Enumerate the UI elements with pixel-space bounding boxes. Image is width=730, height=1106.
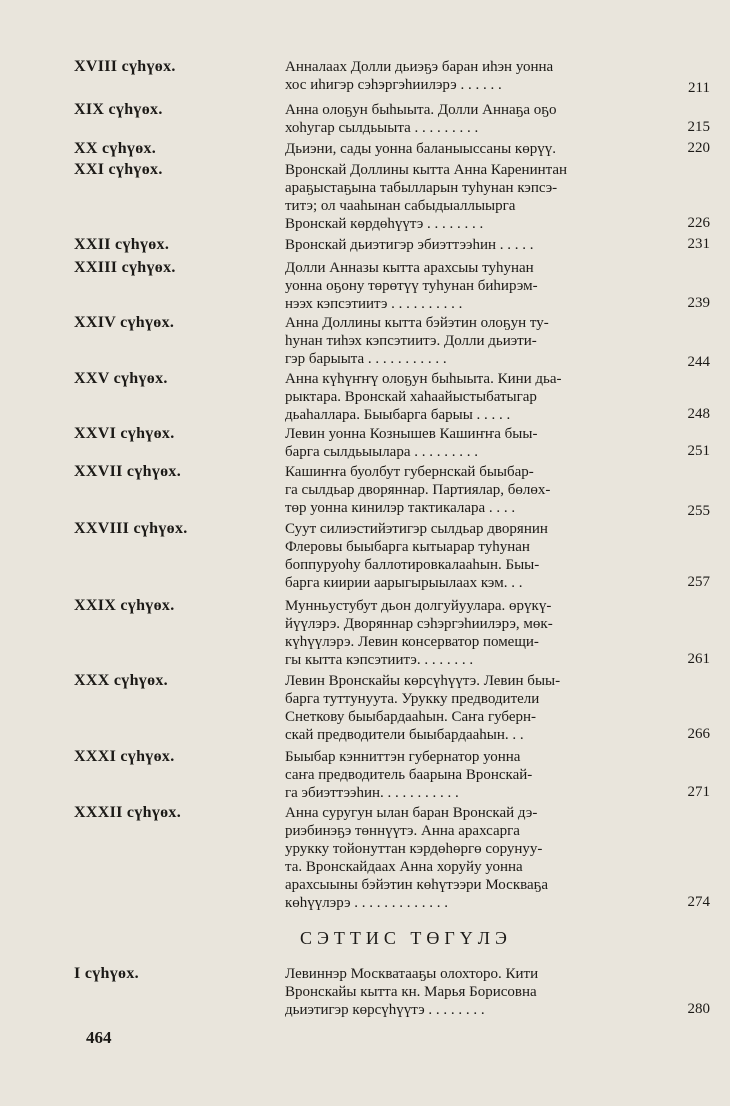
chapter-label: XXII сүһүөх. bbox=[74, 236, 170, 253]
summary-line: гэр барыыта . . . . . . . . . . . bbox=[285, 351, 447, 367]
chapter-label: XXVII сүһүөх. bbox=[74, 463, 182, 480]
summary-line: күһүүлэрэ. Левин консерватор помещи- bbox=[285, 634, 539, 650]
summary-line: Анна күһүҥҥү олоҕун быһыыта. Кини дьа- bbox=[285, 371, 562, 387]
summary-line: барга туттунуута. Урукку предводители bbox=[285, 691, 540, 707]
chapter-summary bbox=[285, 597, 657, 669]
summary-line: араҕыстаҕына табылларын туһунан кэпсэ- bbox=[285, 180, 558, 196]
page-number: 274 bbox=[687, 894, 710, 910]
summary-line: урукку тойонуттан кэрдөһөргө сорунуу- bbox=[285, 841, 543, 857]
summary-line: төр уонна кинилэр тактикалара . . . . bbox=[285, 500, 516, 516]
chapter-label: XXV сүһүөх. bbox=[74, 370, 168, 387]
page-number: 257 bbox=[687, 574, 710, 590]
chapter-summary bbox=[285, 672, 657, 744]
chapter-summary bbox=[285, 965, 657, 1019]
chapter-label: XXI сүһүөх. bbox=[74, 161, 163, 178]
page-number: 280 bbox=[687, 1001, 710, 1017]
chapter-label: XXXI сүһүөх. bbox=[74, 748, 175, 765]
summary-line: көһүүлэрэ . . . . . . . . . . . . . bbox=[285, 895, 449, 911]
summary-line: Левиннэр Москватааҕы олохторо. Кити bbox=[285, 966, 539, 982]
summary-line: боппуруоһу баллотировкалааһын. Быы- bbox=[285, 557, 540, 573]
summary-line: га эбиэттээһин. . . . . . . . . . . bbox=[285, 785, 459, 801]
chapter-summary bbox=[285, 161, 657, 233]
summary-line: рыктара. Вронскай хаһаайыстыбатыгар bbox=[285, 389, 537, 405]
chapter-label: XXIX сүһүөх. bbox=[74, 597, 175, 614]
summary-line: Суут силиэстийэтигэр сылдьар дворянин bbox=[285, 521, 548, 537]
summary-line: барга сылдьыылара . . . . . . . . . bbox=[285, 444, 479, 460]
chapter-summary bbox=[285, 804, 657, 912]
page-number: 215 bbox=[687, 119, 710, 135]
summary-line: саҥа предводитель баарына Вронскай- bbox=[285, 767, 533, 783]
page-number: 251 bbox=[687, 443, 710, 459]
summary-line: нээх кэпсэтиитэ . . . . . . . . . . bbox=[285, 296, 463, 312]
summary-line: Левин уонна Кознышев Кашиҥҥа быы- bbox=[285, 426, 538, 442]
chapter-summary bbox=[285, 236, 657, 254]
chapter-label: XXIV сүһүөх. bbox=[74, 314, 175, 331]
summary-line: Вронскай көрдөһүүтэ . . . . . . . . bbox=[285, 216, 484, 232]
summary-line: гы кытта кэпсэтиитэ. . . . . . . . bbox=[285, 652, 474, 668]
summary-line: хоһугар сылдьыыта . . . . . . . . . bbox=[285, 120, 479, 136]
summary-line: Вронскай Доллины кытта Анна Каренинтан bbox=[285, 162, 568, 178]
summary-line: та. Вронскайдаах Анна хоруйу уонна bbox=[285, 859, 523, 875]
chapter-label: I сүһүөх. bbox=[74, 965, 139, 982]
summary-line: барга киирии аарыгырыылаах кэм. . . bbox=[285, 575, 523, 591]
summary-line: Анна олоҕун быһыыта. Долли Аннаҕа оҕо bbox=[285, 102, 557, 118]
summary-line: риэбинэҕэ төннүүтэ. Анна арахсарга bbox=[285, 823, 520, 839]
summary-line: Флеровы быыбарга кытыарар туһунан bbox=[285, 539, 530, 555]
summary-line: Левин Вронскайы көрсүһүүтэ. Левин быы- bbox=[285, 673, 561, 689]
summary-line: титэ; ол чааһынан сабыдыаллыырга bbox=[285, 198, 516, 214]
summary-line: һунан тиһэх кэпсэтиитэ. Долли дьиэти- bbox=[285, 333, 537, 349]
chapter-summary bbox=[285, 425, 657, 461]
chapter-label: XXVIII сүһүөх. bbox=[74, 520, 188, 537]
chapter-summary bbox=[285, 520, 657, 592]
summary-line: Мунньустубут дьон долгуйуулара. өрүкү- bbox=[285, 598, 552, 614]
chapter-label: XXIII сүһүөх. bbox=[74, 259, 176, 276]
page-number: 261 bbox=[687, 651, 710, 667]
chapter-label: XXXII сүһүөх. bbox=[74, 804, 182, 821]
chapter-summary bbox=[285, 314, 657, 368]
summary-line: Анналаах Долли дьиэҕэ баран иһэн уонна bbox=[285, 59, 554, 75]
page-folio: 464 bbox=[86, 1028, 112, 1047]
page-number: 226 bbox=[687, 215, 710, 231]
page-number: 211 bbox=[688, 80, 710, 96]
summary-line: арахсыыны бэйэтин көһүтээри Москваҕа bbox=[285, 877, 549, 893]
chapter-label: XVIII сүһүөх. bbox=[74, 58, 176, 75]
summary-line: дьиэтигэр көрсүһүүтэ . . . . . . . . bbox=[285, 1002, 485, 1018]
chapter-label: XX сүһүөх. bbox=[74, 140, 157, 157]
chapter-summary bbox=[285, 463, 657, 517]
chapter-summary bbox=[285, 101, 657, 137]
summary-line: га сылдьар дворяннар. Партиялар, бөлөх- bbox=[285, 482, 551, 498]
summary-line: скай предводители быыбардааһын. . . bbox=[285, 727, 524, 743]
page-number: 248 bbox=[687, 406, 710, 422]
page-number: 244 bbox=[687, 354, 710, 370]
summary-line: Анна Доллины кытта бэйэтин олоҕун ту- bbox=[285, 315, 549, 331]
page-number: 220 bbox=[687, 140, 710, 156]
summary-line: Вронскайы кытта кн. Марья Борисовна bbox=[285, 984, 537, 1000]
chapter-summary bbox=[285, 58, 657, 94]
summary-line: Долли Анназы кытта арахсыы туһунан bbox=[285, 260, 534, 276]
chapter-label: XIX сүһүөх. bbox=[74, 101, 163, 118]
page-number: 231 bbox=[687, 236, 710, 252]
chapter-summary bbox=[285, 370, 657, 424]
chapter-summary bbox=[285, 259, 657, 313]
page-number: 271 bbox=[687, 784, 710, 800]
summary-line: дьаһаллара. Быыбарга барыы . . . . . bbox=[285, 407, 511, 423]
chapter-label: XXVI сүһүөх. bbox=[74, 425, 175, 442]
chapter-summary bbox=[285, 140, 657, 158]
page-number: 239 bbox=[687, 295, 710, 311]
page-number: 266 bbox=[687, 726, 710, 742]
summary-line: Анна суругун ылан баран Вронскай дэ- bbox=[285, 805, 538, 821]
summary-line: Кашиҥҥа буолбут губернскай быыбар- bbox=[285, 464, 534, 480]
summary-line: Дьиэни, сады уонна баланыыссаны көрүү. bbox=[285, 141, 556, 157]
chapter-label: XXX сүһүөх. bbox=[74, 672, 168, 689]
summary-line: хос иһигэр сэһэргэһиилэрэ . . . . . . bbox=[285, 77, 502, 93]
summary-line: Вронскай дьиэтигэр эбиэттээһин . . . . . bbox=[285, 237, 534, 253]
chapter-summary bbox=[285, 748, 657, 802]
section-heading: СЭТТИС ТӨГҮЛЭ bbox=[300, 928, 512, 948]
summary-line: йүүлэрэ. Дворяннар сэһэргэһиилэрэ, мөк- bbox=[285, 616, 553, 632]
summary-line: Снеткову быыбардааһын. Саҥа губерн- bbox=[285, 709, 537, 725]
page-number: 255 bbox=[687, 503, 710, 519]
summary-line: Быыбар кэнниттэн губернатор уонна bbox=[285, 749, 521, 765]
summary-line: уонна оҕону төрөтүү туһунан биһирэм- bbox=[285, 278, 538, 294]
